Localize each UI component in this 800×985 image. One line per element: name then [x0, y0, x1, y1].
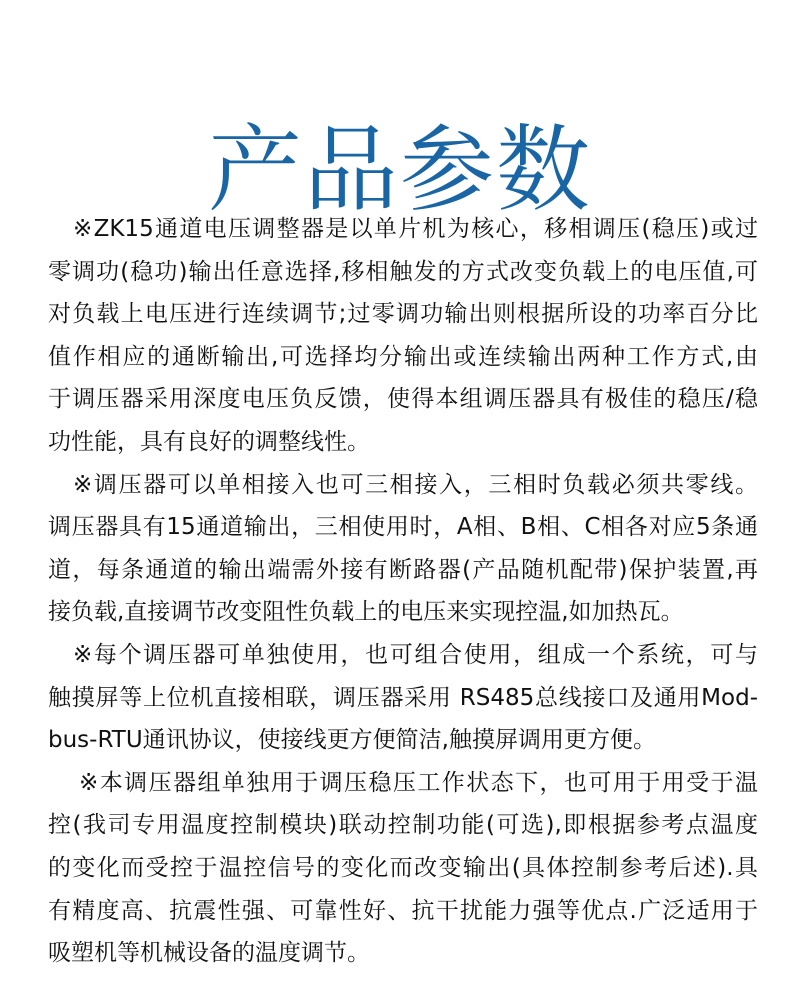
paragraph-3-line-2: 触摸屏等上位机直接相联，调压器采用 RS485总线接口及通用Mod-	[48, 684, 758, 711]
paragraph-1-line-6: 功性能，具有良好的调整线性。	[48, 428, 370, 455]
paragraph-4-line-1: ※本调压器组单独用于调压稳压工作状态下，也可用于用受于温	[79, 769, 758, 796]
paragraph-4-line-3: 的变化而受控于温控信号的变化而改变输出(具体控制参考后述).具	[48, 854, 758, 881]
paragraph-4-line-5: 吸塑机等机械设备的温度调节。	[48, 940, 370, 967]
paragraph-1-line-2: 零调功(稳功)输出任意选择,移相触发的方式改变负载上的电压值,可	[48, 258, 758, 285]
paragraph-2-line-3: 道，每条通道的输出端需外接有断路器(产品随机配带)保护装置,再	[48, 556, 758, 583]
description-body	[48, 208, 758, 975]
paragraph-1-line-1: ※ZK15通道电压调整器是以单片机为核心，移相调压(稳压)或过	[73, 216, 758, 242]
paragraph-2-line-1: ※调压器可以单相接入也可三相接入，三相时负载必须共零线。	[73, 471, 758, 498]
paragraph-1-line-4: 值作相应的通断输出,可选择均分输出或连续输出两种工作方式,由	[48, 343, 758, 370]
paragraph-1-line-3: 对负载上电压进行连续调节;过零调功输出则根据所设的功率百分比	[48, 301, 758, 328]
paragraph-3-line-1: ※每个调压器可单独使用，也可组合使用，组成一个系统，可与	[73, 641, 758, 668]
paragraph-1-line-5: 于调压器采用深度电压负反馈，使得本组调压器具有极佳的稳压/稳	[48, 386, 758, 413]
paragraph-2-line-2: 调压器具有15通道输出，三相使用时，A相、B相、C相各对应5条通	[48, 514, 758, 541]
paragraph-3-line-3: bus-RTU通讯协议，使接线更方便简洁,触摸屏调用更方便。	[48, 727, 656, 754]
paragraph-2-line-4: 接负载,直接调节改变阻性负载上的电压来实现控温,如加热瓦。	[48, 599, 684, 626]
page-title: 产品参数	[207, 115, 592, 225]
paragraph-4-line-2: 控(我司专用温度控制模块)联动控制功能(可选),即根据参考点温度	[48, 812, 758, 839]
paragraph-4-line-4: 有精度高、抗震性强、可靠性好、抗干扰能力强等优点.广泛适用于	[48, 897, 758, 924]
